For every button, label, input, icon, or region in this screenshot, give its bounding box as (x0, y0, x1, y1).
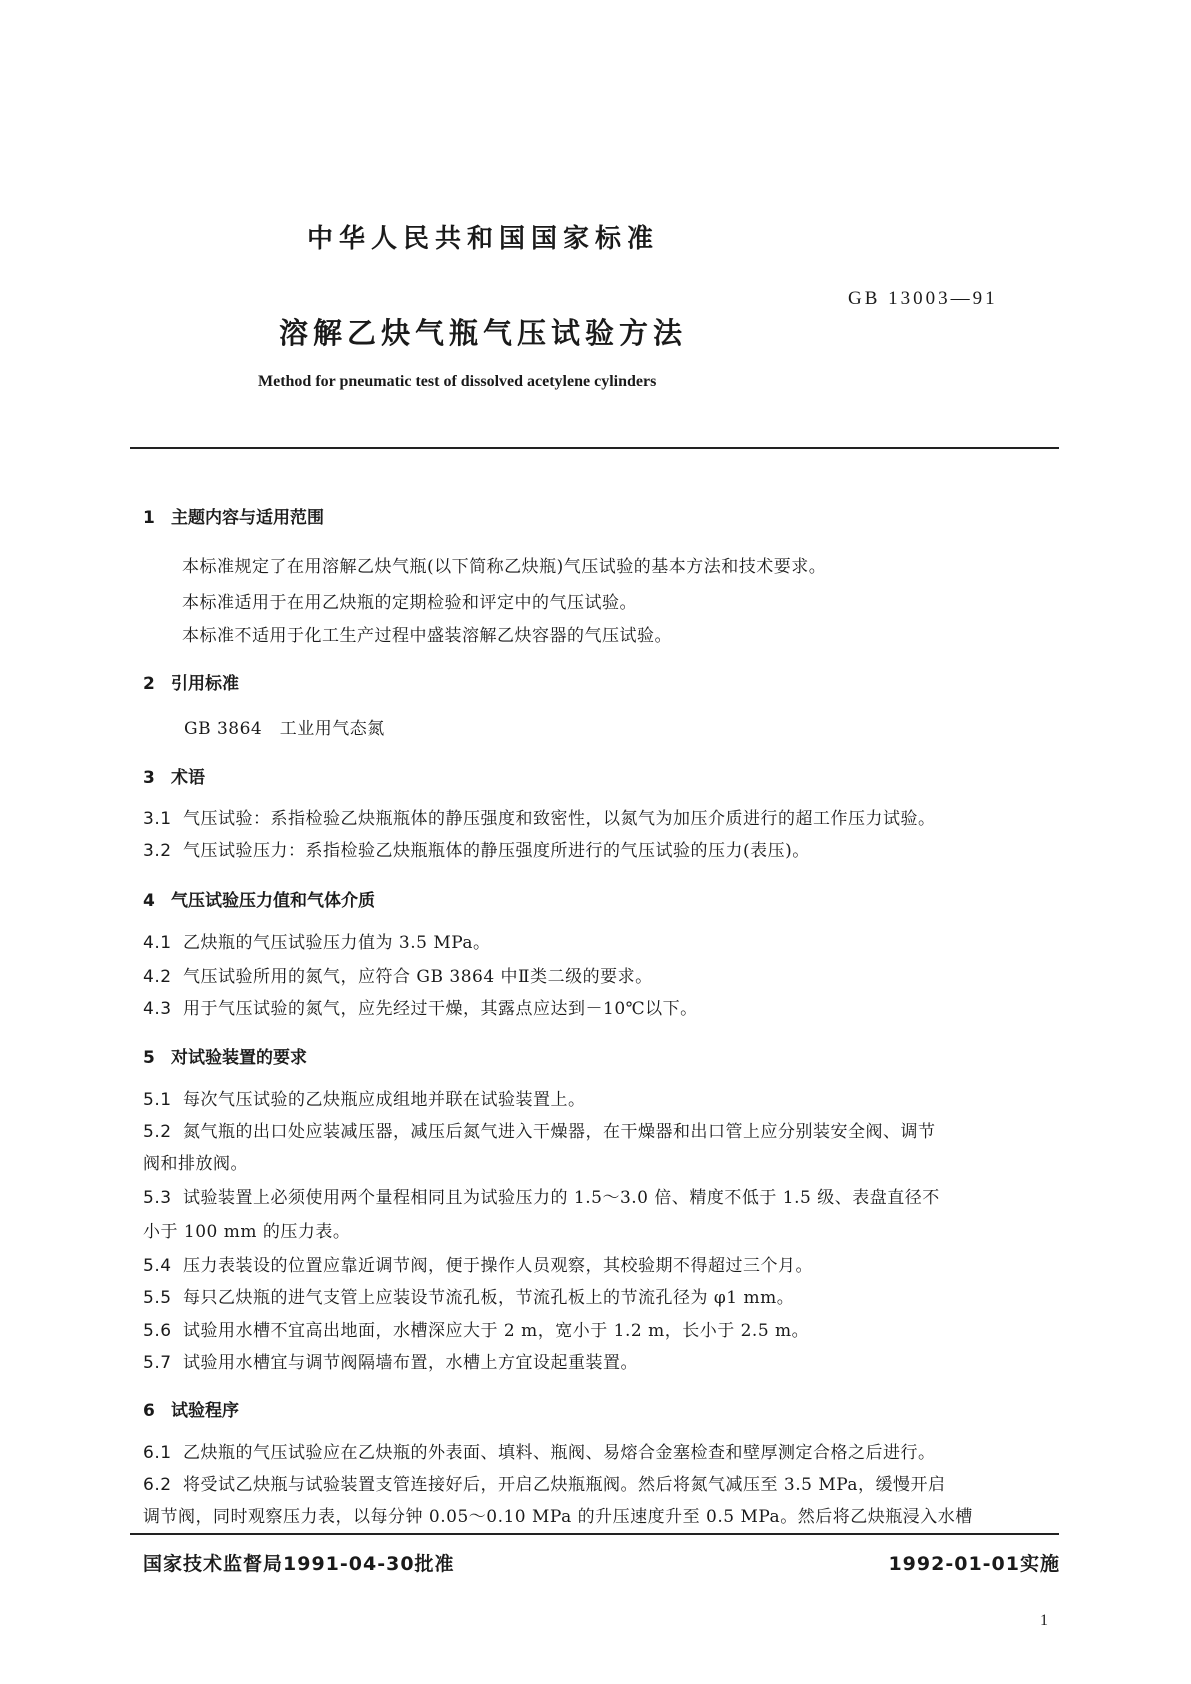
clause-text: 气压试验压力：系指检验乙炔瓶瓶体的静压强度所进行的气压试验的压力(表压)。 (183, 841, 810, 861)
clause-text: 试验用水槽宜与调节阀隔墙布置，水槽上方宜设起重装置。 (183, 1353, 638, 1373)
paragraph: 本标准适用于在用乙炔瓶的定期检验和评定中的气压试验。 (182, 593, 637, 613)
clause-number: 4.1 (143, 933, 172, 953)
section-title: 术语 (171, 768, 205, 788)
section-number: 3 (143, 768, 155, 788)
section-title: 引用标准 (171, 674, 239, 694)
clause-3-1 (143, 804, 936, 829)
section-1-heading (143, 503, 324, 528)
section-title: 气压试验压力值和气体介质 (171, 891, 375, 911)
section-5-heading (143, 1043, 307, 1068)
section-2-heading (143, 669, 239, 694)
clause-text: 用于气压试验的氮气，应先经过干燥，其露点应达到－10℃以下。 (183, 999, 698, 1019)
clause-text: 每次气压试验的乙炔瓶应成组地并联在试验装置上。 (183, 1090, 586, 1110)
clause-text: 氮气瓶的出口处应装减压器，减压后氮气进入干燥器，在干燥器和出口管上应分别装安全阀、调节 (183, 1122, 936, 1142)
section-number: 1 (143, 508, 155, 528)
clause-5-7 (143, 1348, 638, 1373)
clause-number: 5.5 (143, 1288, 172, 1308)
section-3-heading (143, 763, 205, 788)
implementation-date: 1992-01-01实施 (888, 1553, 1060, 1575)
clause-5-4 (143, 1251, 813, 1276)
clause-5-1 (143, 1085, 586, 1110)
section-4-heading (143, 886, 375, 911)
clause-5-5 (143, 1283, 794, 1308)
standard-number: GB 13003—91 (848, 288, 998, 309)
clause-text: 将受试乙炔瓶与试验装置支管连接好后，开启乙炔瓶瓶阀。然后将氮气减压至 3.5 MPa，缓慢开启 (183, 1475, 946, 1495)
clause-text: 压力表装设的位置应靠近调节阀，便于操作人员观察，其校验期不得超过三个月。 (183, 1256, 813, 1276)
paragraph: 本标准规定了在用溶解乙炔气瓶(以下简称乙炔瓶)气压试验的基本方法和技术要求。 (182, 557, 827, 577)
clause-text: 试验装置上必须使用两个量程相同且为试验压力的 1.5～3.0 倍、精度不低于 1.5 级、表盘直径不 (183, 1188, 940, 1208)
clause-number: 6.2 (143, 1475, 172, 1495)
clause-6-1 (143, 1438, 936, 1463)
clause-continuation: 阀和排放阀。 (143, 1154, 248, 1174)
clause-5-3 (143, 1183, 940, 1208)
clause-continuation: 调节阀，同时观察压力表，以每分钟 0.05～0.10 MPa 的升压速度升至 0.5 MPa。然后将乙炔瓶浸入水槽 (143, 1507, 973, 1527)
clause-number: 3.2 (143, 841, 172, 861)
paragraph: 本标准不适用于化工生产过程中盛装溶解乙炔容器的气压试验。 (182, 626, 672, 646)
section-number: 6 (143, 1401, 155, 1421)
section-title: 试验程序 (171, 1401, 239, 1421)
clause-4-3 (143, 994, 698, 1019)
clause-number: 4.2 (143, 967, 172, 987)
clause-6-2 (143, 1470, 946, 1495)
clause-4-2 (143, 962, 653, 987)
clause-5-2 (143, 1117, 936, 1142)
document-title: 溶解乙炔气瓶气压试验方法 (279, 316, 688, 350)
clause-number: 5.6 (143, 1321, 172, 1341)
header-divider (130, 447, 1059, 449)
section-6-heading (143, 1396, 239, 1421)
referenced-standard: GB 3864 工业用气态氮 (184, 719, 385, 739)
clause-continuation: 小于 100 mm 的压力表。 (143, 1222, 351, 1242)
page-number: 1 (1040, 1612, 1048, 1629)
clause-number: 5.1 (143, 1090, 172, 1110)
footer-divider (130, 1533, 1059, 1535)
document-subtitle-english: Method for pneumatic test of dissolved acetylene cylinders (258, 373, 657, 390)
clause-number: 3.1 (143, 809, 172, 829)
clause-3-2 (143, 836, 810, 861)
clause-number: 5.3 (143, 1188, 172, 1208)
section-number: 5 (143, 1048, 155, 1068)
clause-text: 乙炔瓶的气压试验压力值为 3.5 MPa。 (183, 933, 491, 953)
clause-number: 5.7 (143, 1353, 172, 1373)
clause-number: 6.1 (143, 1443, 172, 1463)
section-number: 2 (143, 674, 155, 694)
clause-number: 5.2 (143, 1122, 172, 1142)
clause-number: 5.4 (143, 1256, 172, 1276)
clause-number: 4.3 (143, 999, 172, 1019)
clause-text: 乙炔瓶的气压试验应在乙炔瓶的外表面、填料、瓶阀、易熔合金塞检查和壁厚测定合格之后进行。 (183, 1443, 936, 1463)
approval-line: 国家技术监督局1991-04-30批准 (143, 1553, 455, 1575)
clause-text: 气压试验：系指检验乙炔瓶瓶体的静压强度和致密性，以氮气为加压介质进行的超工作压力试验。 (183, 809, 936, 829)
section-title: 主题内容与适用范围 (171, 508, 324, 528)
clause-4-1 (143, 928, 491, 953)
national-standard-heading: 中华人民共和国国家标准 (307, 224, 660, 254)
clause-text: 每只乙炔瓶的进气支管上应装设节流孔板，节流孔板上的节流孔径为 φ1 mm。 (183, 1288, 795, 1308)
section-number: 4 (143, 891, 155, 911)
clause-5-6 (143, 1316, 809, 1341)
section-title: 对试验装置的要求 (171, 1048, 307, 1068)
clause-text: 试验用水槽不宜高出地面，水槽深应大于 2 m，宽小于 1.2 m，长小于 2.5 m。 (183, 1321, 810, 1341)
clause-text: 气压试验所用的氮气，应符合 GB 3864 中Ⅱ类二级的要求。 (183, 967, 653, 987)
